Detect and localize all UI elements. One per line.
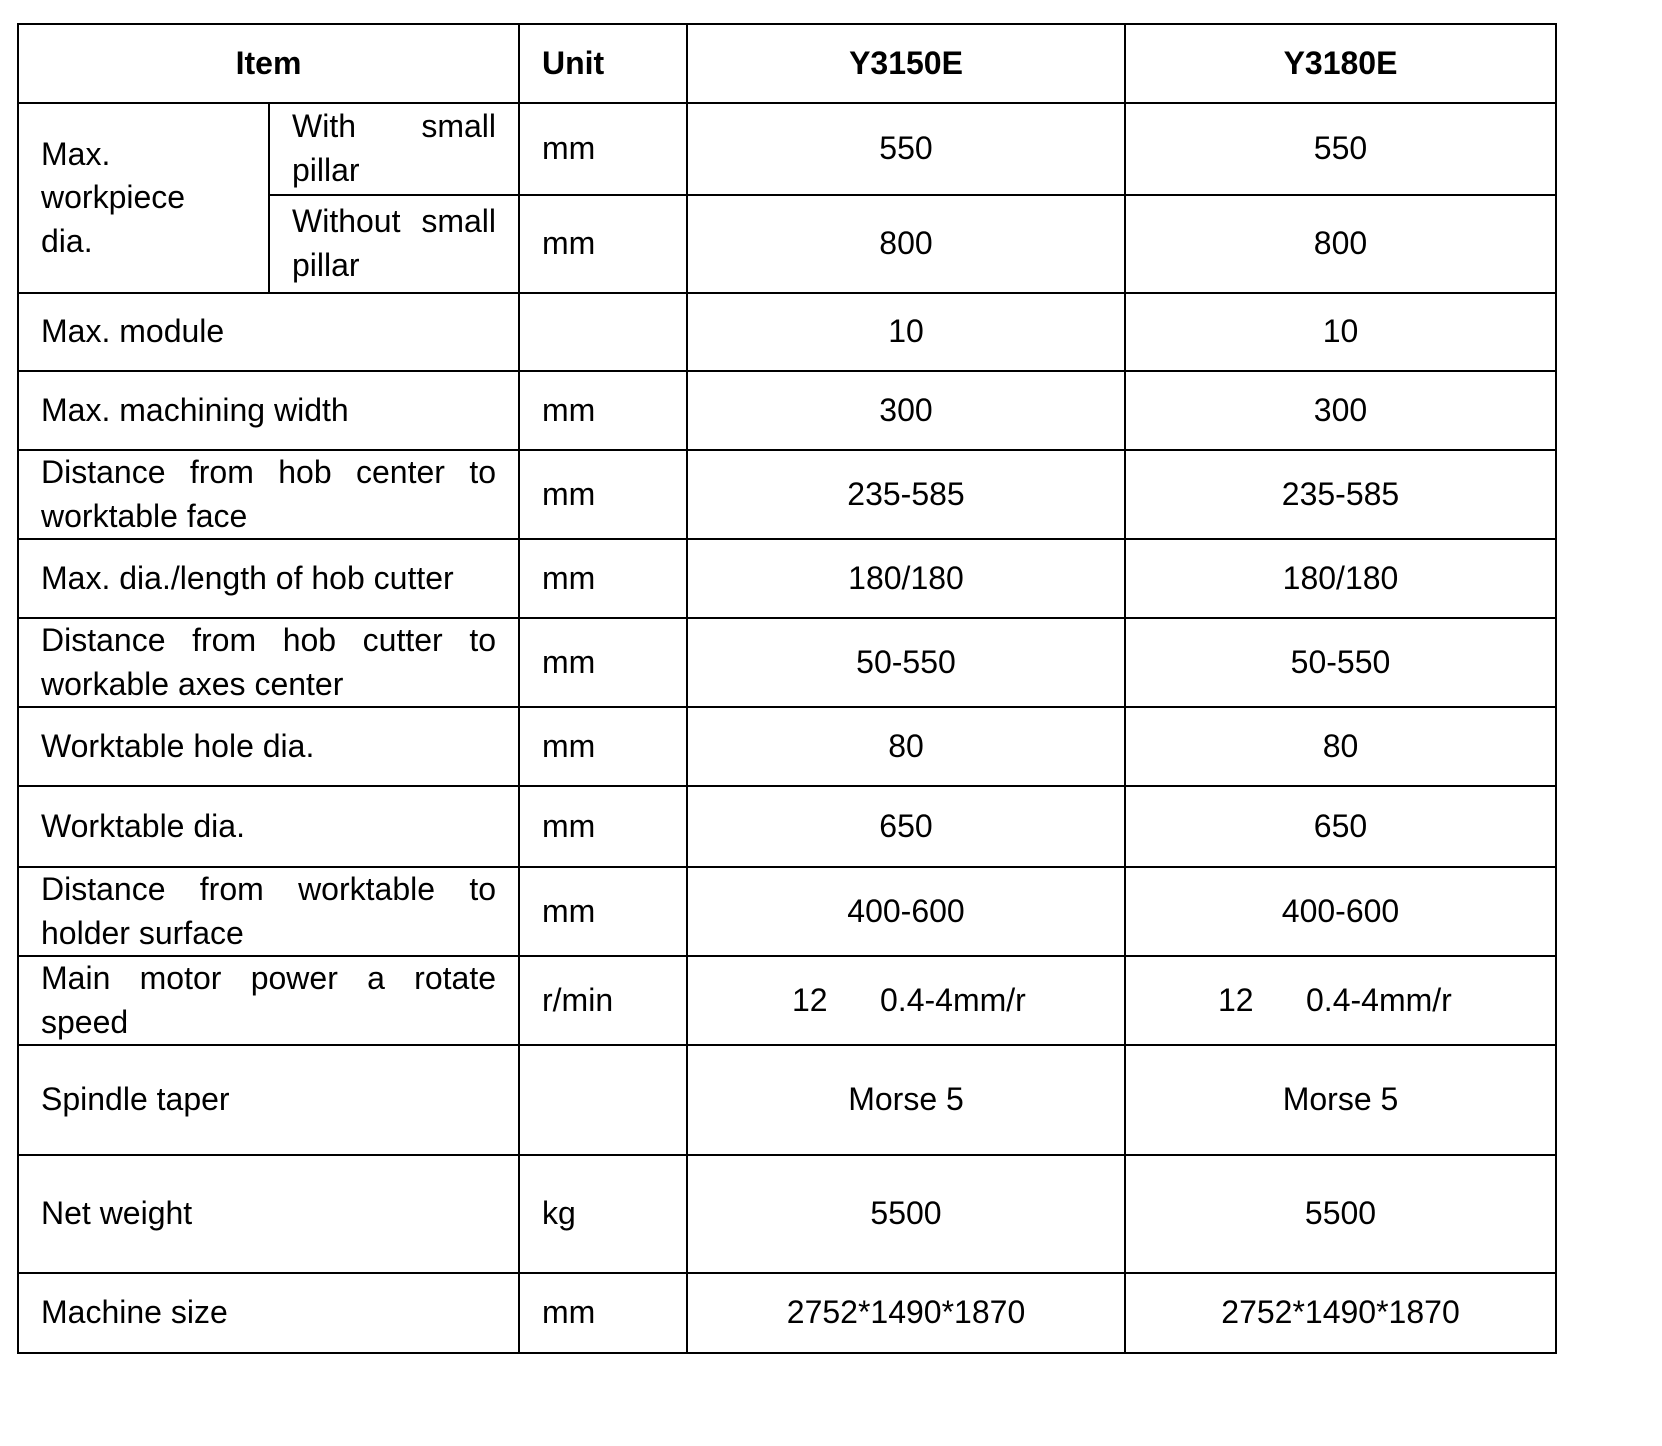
value-y3150e: 650: [687, 786, 1125, 867]
unit-cell: mm: [519, 786, 687, 867]
unit-cell: kg: [519, 1155, 687, 1273]
value-y3180e: 300: [1125, 371, 1556, 450]
table-row: [18, 371, 1556, 450]
table-row: [18, 1155, 1556, 1273]
value-y3150e: 400-600: [687, 867, 1125, 956]
item-cell: Distance from worktable to holder surface: [18, 867, 519, 956]
value-y3150e: 80: [687, 707, 1125, 786]
feed-range: 0.4-4mm/r: [880, 981, 1026, 1018]
speed-value-y3180e: [1125, 956, 1556, 1045]
table-row: [18, 450, 1556, 539]
value-y3180e: 2752*1490*1870: [1125, 1273, 1556, 1353]
value-y3180e: 180/180: [1125, 539, 1556, 618]
speed-value-y3150e: [687, 956, 1125, 1045]
value-y3180e: 550: [1125, 103, 1556, 195]
unit-cell: [519, 1045, 687, 1155]
value-y3150e: 10: [687, 293, 1125, 371]
unit-cell: mm: [519, 103, 687, 195]
item-cell: Max. module: [18, 293, 519, 371]
item-cell: Max. dia./length of hob cutter: [18, 539, 519, 618]
value-y3180e: Morse 5: [1125, 1045, 1556, 1155]
sub-item: With small pillar: [269, 103, 519, 195]
table-row: [18, 1273, 1556, 1353]
unit-cell: mm: [519, 539, 687, 618]
item-cell: Machine size: [18, 1273, 519, 1353]
unit-cell: mm: [519, 371, 687, 450]
speed-count: 12: [792, 981, 828, 1018]
unit-cell: [519, 293, 687, 371]
table-row-motor: [18, 956, 1556, 1045]
value-y3150e: 800: [687, 195, 1125, 293]
table-row: [18, 867, 1556, 956]
header-item: Item: [18, 24, 519, 103]
item-cell: Worktable hole dia.: [18, 707, 519, 786]
header-row: [18, 24, 1556, 103]
item-cell: Main motor power a rotate speed: [18, 956, 519, 1045]
unit-cell: mm: [519, 707, 687, 786]
item-cell: Worktable dia.: [18, 786, 519, 867]
header-model-y3150e: Y3150E: [687, 24, 1125, 103]
value-y3180e: 5500: [1125, 1155, 1556, 1273]
table-row: [18, 539, 1556, 618]
value-y3150e: 235-585: [687, 450, 1125, 539]
value-y3180e: 800: [1125, 195, 1556, 293]
value-y3180e: 80: [1125, 707, 1556, 786]
unit-cell: r/min: [519, 956, 687, 1045]
value-y3180e: 650: [1125, 786, 1556, 867]
spec-table: [17, 23, 1557, 1354]
value-y3180e: 10: [1125, 293, 1556, 371]
unit-cell: mm: [519, 450, 687, 539]
table-row: [18, 786, 1556, 867]
unit-cell: mm: [519, 195, 687, 293]
table-row: [18, 618, 1556, 707]
unit-cell: mm: [519, 1273, 687, 1353]
value-y3150e: 2752*1490*1870: [687, 1273, 1125, 1353]
table-row: [18, 293, 1556, 371]
value-y3150e: 50-550: [687, 618, 1125, 707]
group-label-workpiece-dia: Max. workpiece dia.: [18, 103, 269, 293]
value-y3150e: 550: [687, 103, 1125, 195]
value-y3180e: 235-585: [1125, 450, 1556, 539]
value-y3150e: 300: [687, 371, 1125, 450]
value-y3150e: Morse 5: [687, 1045, 1125, 1155]
table-row: [18, 707, 1556, 786]
item-cell: Net weight: [18, 1155, 519, 1273]
header-unit: Unit: [519, 24, 687, 103]
value-y3150e: 5500: [687, 1155, 1125, 1273]
table-row: [18, 103, 1556, 195]
value-y3150e: 180/180: [687, 539, 1125, 618]
item-cell: Distance from hob center to worktable face: [18, 450, 519, 539]
unit-cell: mm: [519, 618, 687, 707]
feed-range: 0.4-4mm/r: [1306, 981, 1452, 1018]
value-y3180e: 400-600: [1125, 867, 1556, 956]
sub-item: Without small pillar: [269, 195, 519, 293]
speed-count: 12: [1218, 981, 1254, 1018]
unit-cell: mm: [519, 867, 687, 956]
item-cell: Distance from hob cutter to workable axes center: [18, 618, 519, 707]
item-cell: Spindle taper: [18, 1045, 519, 1155]
value-y3180e: 50-550: [1125, 618, 1556, 707]
item-cell: Max. machining width: [18, 371, 519, 450]
header-model-y3180e: Y3180E: [1125, 24, 1556, 103]
table-row: [18, 1045, 1556, 1155]
